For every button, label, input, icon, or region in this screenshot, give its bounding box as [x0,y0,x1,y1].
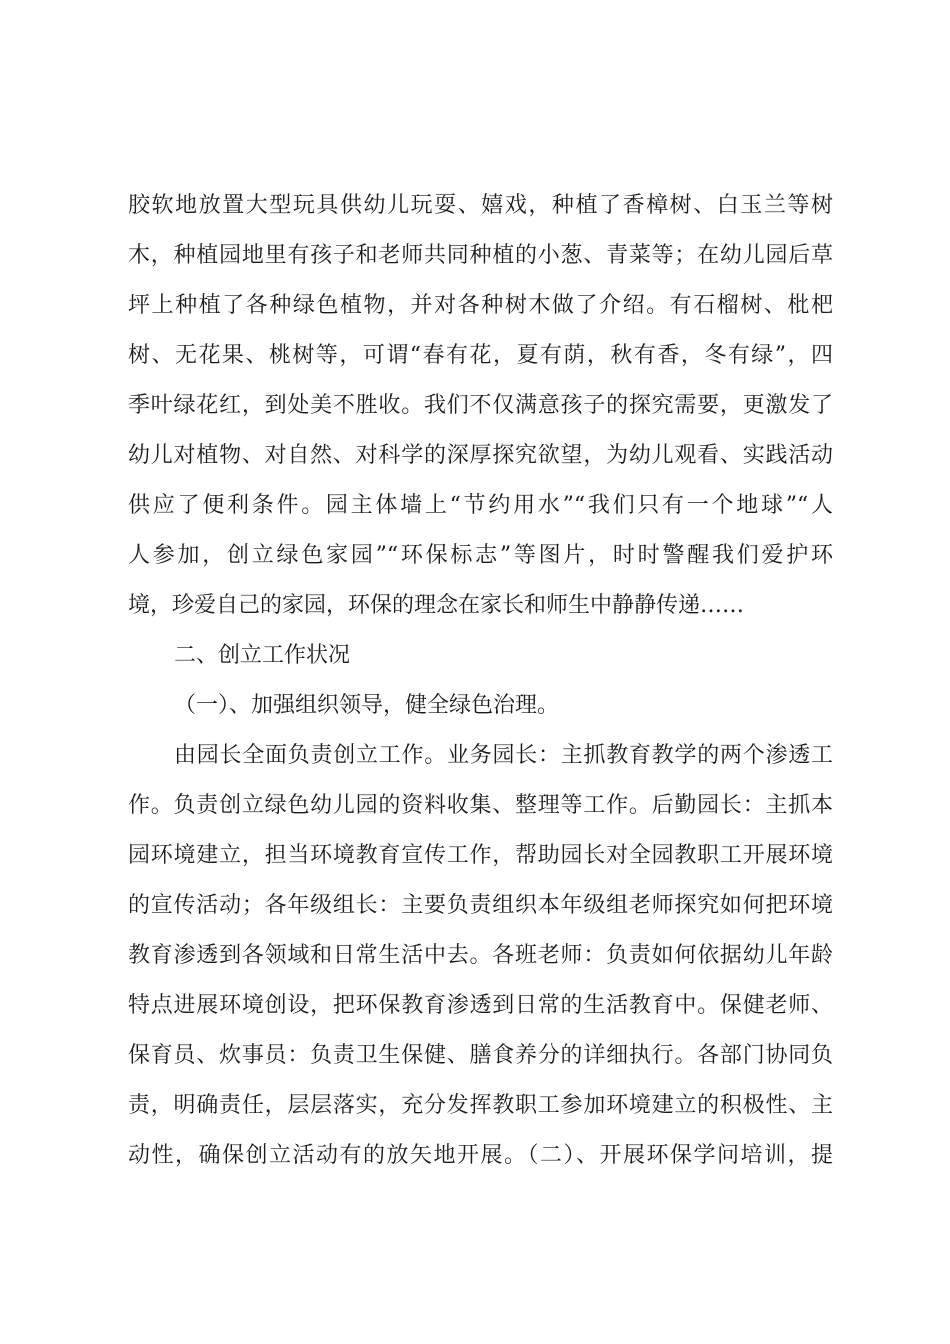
paragraph-line: 季叶绿花红，到处美不胜收。我们不仅满意孩子的探究需要，更激发了 [128,393,833,418]
paragraph-line: 园环境建立，担当环境教育宣传工作，帮助园长对全园教职工开展环境 [128,843,833,868]
paragraph-line: 境，珍爱自己的家园，环保的理念在家长和师生中静静传递…… [128,593,745,618]
paragraph-line: 供应了便利条件。园主体墙上“节约用水”“我们只有一个地球”“人 [128,493,833,518]
paragraph-line: 作。负责创立绿色幼儿园的资料收集、整理等工作。后勤园长：主抓本 [128,793,833,818]
paragraph-line: 木，种植园地里有孩子和老师共同种植的小葱、青菜等；在幼儿园后草 [128,243,833,268]
subsection-heading: （一）、加强组织领导，健全绿色治理。 [174,693,560,718]
paragraph-line: 人参加，创立绿色家园”“环保标志”等图片，时时警醒我们爱护环 [128,543,833,568]
paragraph-line: 幼儿对植物、对自然、对科学的深厚探究欲望，为幼儿观看、实践活动 [128,443,833,468]
paragraph-line: 坪上种植了各种绿色植物，并对各种树木做了介绍。有石榴树、枇杷 [128,293,833,318]
paragraph-line: 特点进展环境创设，把环保教育渗透到日常的生活教育中。保健老师、 [128,993,833,1018]
paragraph-line: 教育渗透到各领域和日常生活中去。各班老师：负责如何依据幼儿年龄 [128,943,833,968]
paragraph-line: 责，明确责任，层层落实，充分发挥教职工参加环境建立的积极性、主 [128,1093,833,1118]
section-heading: 二、创立工作状况 [174,643,351,668]
paragraph-line: 的宣传活动；各年级组长：主要负责组织本年级组老师探究如何把环境 [128,893,833,918]
paragraph-line: 树、无花果、桃树等，可谓“春有花，夏有荫，秋有香，冬有绿”，四 [128,343,833,368]
paragraph-line: 动性，确保创立活动有的放矢地开展。（二）、开展环保学问培训，提 [128,1143,833,1168]
paragraph-line: 由园长全面负责创立工作。业务园长：主抓教育教学的两个渗透工 [174,743,833,768]
paragraph-line: 胶软地放置大型玩具供幼儿玩耍、嬉戏，种植了香樟树、白玉兰等树 [128,193,833,218]
paragraph-line: 保育员、炊事员：负责卫生保健、膳食养分的详细执行。各部门协同负 [128,1043,833,1068]
